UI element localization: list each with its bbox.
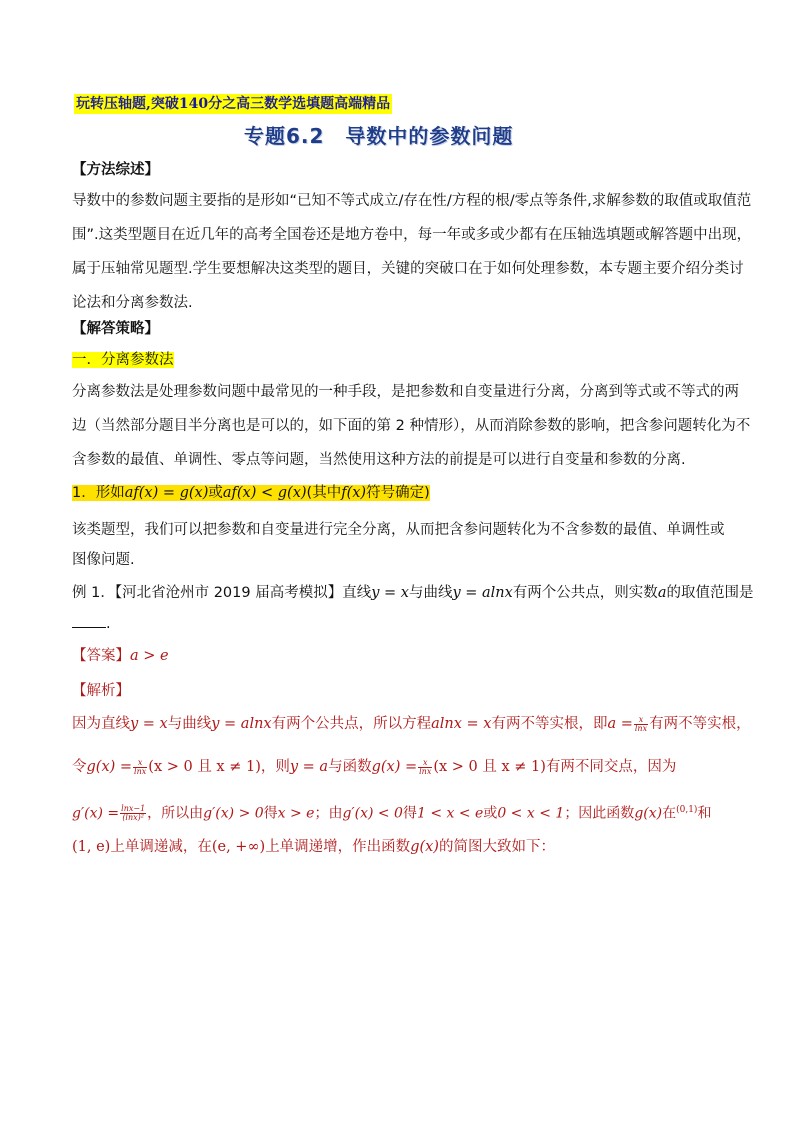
methods-paragraph-line: 导数中的参数问题主要指的是形如“已知不等式成立/存在性/方程的根/零点等条件,求解参数的取值或取值范 (72, 193, 752, 209)
fraction-denominator: lnx (634, 723, 648, 733)
methods-paragraph-line: 论法和分离参数法. (72, 295, 193, 311)
example-line-equation: y = x (371, 585, 409, 601)
analysis-text: 因为直线 (72, 716, 130, 732)
analysis-condition: (x > 0 且 x ≠ 1) (148, 759, 261, 775)
analysis-math: alnx = x (431, 716, 492, 732)
blank-period: . (106, 616, 111, 632)
case1-label: 1．形如 (72, 485, 125, 501)
example-curve-equation: y = alnx (452, 585, 513, 601)
methods-heading: 【方法综述】 (72, 162, 159, 178)
fraction (120, 805, 146, 822)
analysis-text: ；因此函数 (564, 805, 635, 822)
case1-equation: af(x) = g(x) (124, 485, 209, 501)
analysis-text: 有两个公共点，所以方程 (271, 716, 432, 732)
analysis-line-2 (72, 757, 676, 777)
analysis-text: ，则 (260, 759, 290, 775)
analysis-text: 上单调递增，作出函数 (265, 839, 411, 855)
analysis-text: 有两不同交点，因为 (545, 759, 677, 775)
analysis-text: 和 (697, 805, 712, 822)
fraction (418, 759, 432, 776)
analysis-math: y = alnx (211, 716, 272, 732)
example-question (72, 583, 753, 603)
analysis-math: g(x) = (371, 759, 418, 775)
case1-inequality: af(x) < g(x) (222, 485, 307, 501)
analysis-text: 与曲线 (167, 716, 212, 732)
analysis-text: 令 (72, 759, 87, 775)
page-title: 专题6.2 导数中的参数问题 (244, 124, 514, 148)
fraction-denominator: lnx (419, 766, 432, 776)
analysis-text: ，所以由 (147, 805, 204, 822)
fraction-denominator: (lnx)² (122, 813, 144, 823)
case1-or: 或 (208, 485, 223, 501)
analysis-math: g(x) = (86, 759, 133, 775)
case1-heading (72, 483, 430, 503)
example-source: 例 1．【河北省沧州市 2019 届高考模拟】直线 (72, 585, 372, 601)
answer-blank (72, 613, 106, 628)
analysis-math: a = (607, 716, 633, 732)
analysis-line-3 (72, 800, 711, 824)
analysis-math: g(x) (410, 839, 439, 855)
analysis-label: 【解析】 (72, 683, 130, 699)
fraction-denominator: lnx (134, 766, 147, 776)
case1-paragraph-line: 图像问题. (72, 552, 135, 568)
strategy-paragraph-line: 分离参数法是处理参数问题中最常见的一种手段，是把参数和自变量进行分离，分离到等式或不等式的两 (72, 384, 739, 400)
methods-paragraph-line: 围”.这类型题目在近几年的高考全国卷还是地方卷中，每一年或多或少都有在压轴选填题或解答题中出现， (72, 227, 752, 243)
analysis-text: 的简图大致如下： (438, 839, 555, 855)
analysis-line-4 (72, 837, 555, 857)
analysis-math: y = a (289, 759, 329, 775)
analysis-math: x > e (277, 805, 315, 822)
strategy-subheading (72, 350, 174, 370)
analysis-interval: (1, e) (72, 839, 111, 855)
fraction-numerator: x (133, 759, 147, 768)
answer-line (72, 646, 169, 666)
example-text: 有两个公共点，则实数 (512, 585, 658, 601)
answer-blank-line (72, 613, 111, 634)
analysis-math: 1 < x < e (416, 805, 484, 822)
example-text: 的取值范围是 (666, 585, 754, 601)
strategy-heading: 【解答策略】 (72, 321, 159, 337)
example-param: a (657, 585, 667, 601)
analysis-math: g′(x) < 0 (342, 805, 403, 822)
case1-paragraph-line: 该类题型，我们可以把参数和自变量进行完全分离，从而把含参问题转化为不含参数的最值、单调性或 (72, 522, 725, 538)
analysis-text: 或 (483, 805, 498, 822)
analysis-math: g(x) (634, 805, 663, 822)
analysis-math: 0 < x < 1 (497, 805, 565, 822)
analysis-condition: (x > 0 且 x ≠ 1) (433, 759, 546, 775)
fraction-numerator: x (634, 716, 648, 725)
analysis-line-1 (72, 714, 751, 734)
answer-label: 【答案】 (72, 648, 130, 664)
subheading-text: 一．分离参数法 (72, 352, 174, 368)
analysis-interval: (0,1) (676, 805, 698, 815)
example-text: 与曲线 (408, 585, 453, 601)
case1-label: (其中 (306, 485, 342, 501)
series-banner: 玩转压轴题,突破140分之高三数学选填题高端精品 (76, 96, 391, 112)
fraction-numerator: x (418, 759, 432, 768)
fraction (133, 759, 147, 776)
case1-fx: f(x) (341, 485, 367, 501)
analysis-text: 上单调递减，在 (110, 839, 212, 855)
analysis-text: 与函数 (328, 759, 372, 775)
analysis-text: 得 (402, 805, 417, 822)
answer-value: a > e (130, 648, 169, 664)
strategy-paragraph-line: 含参数的最值、单调性、零点等问题，当然使用这种方法的前提是可以进行自变量和参数的分离. (72, 452, 686, 468)
strategy-paragraph-line: 边（当然部分题目半分离也是可以的，如下面的第 2 种情形），从而消除参数的影响，把含参问题转化为不 (72, 418, 751, 434)
methods-paragraph-line: 属于压轴常见题型.学生要想解决这类型的题目，关键的突破口在于如何处理参数，本专题主要介绍分类讨 (72, 261, 744, 277)
analysis-text: 在 (662, 805, 677, 822)
analysis-text: 得 (263, 805, 278, 822)
analysis-text: 有两不等实根，即 (491, 716, 608, 732)
analysis-math: y = x (130, 716, 168, 732)
fraction-numerator: lnx−1 (121, 804, 146, 814)
analysis-math: g′(x) > 0 (203, 805, 264, 822)
analysis-math: g′(x) = (72, 805, 120, 822)
analysis-text: ；由 (314, 805, 343, 822)
analysis-text: 有两不等实根， (649, 716, 751, 732)
case1-highlight (72, 485, 430, 501)
analysis-interval: (e, +∞) (211, 839, 266, 855)
case1-label: 符号确定) (366, 485, 430, 501)
fraction (634, 716, 648, 733)
